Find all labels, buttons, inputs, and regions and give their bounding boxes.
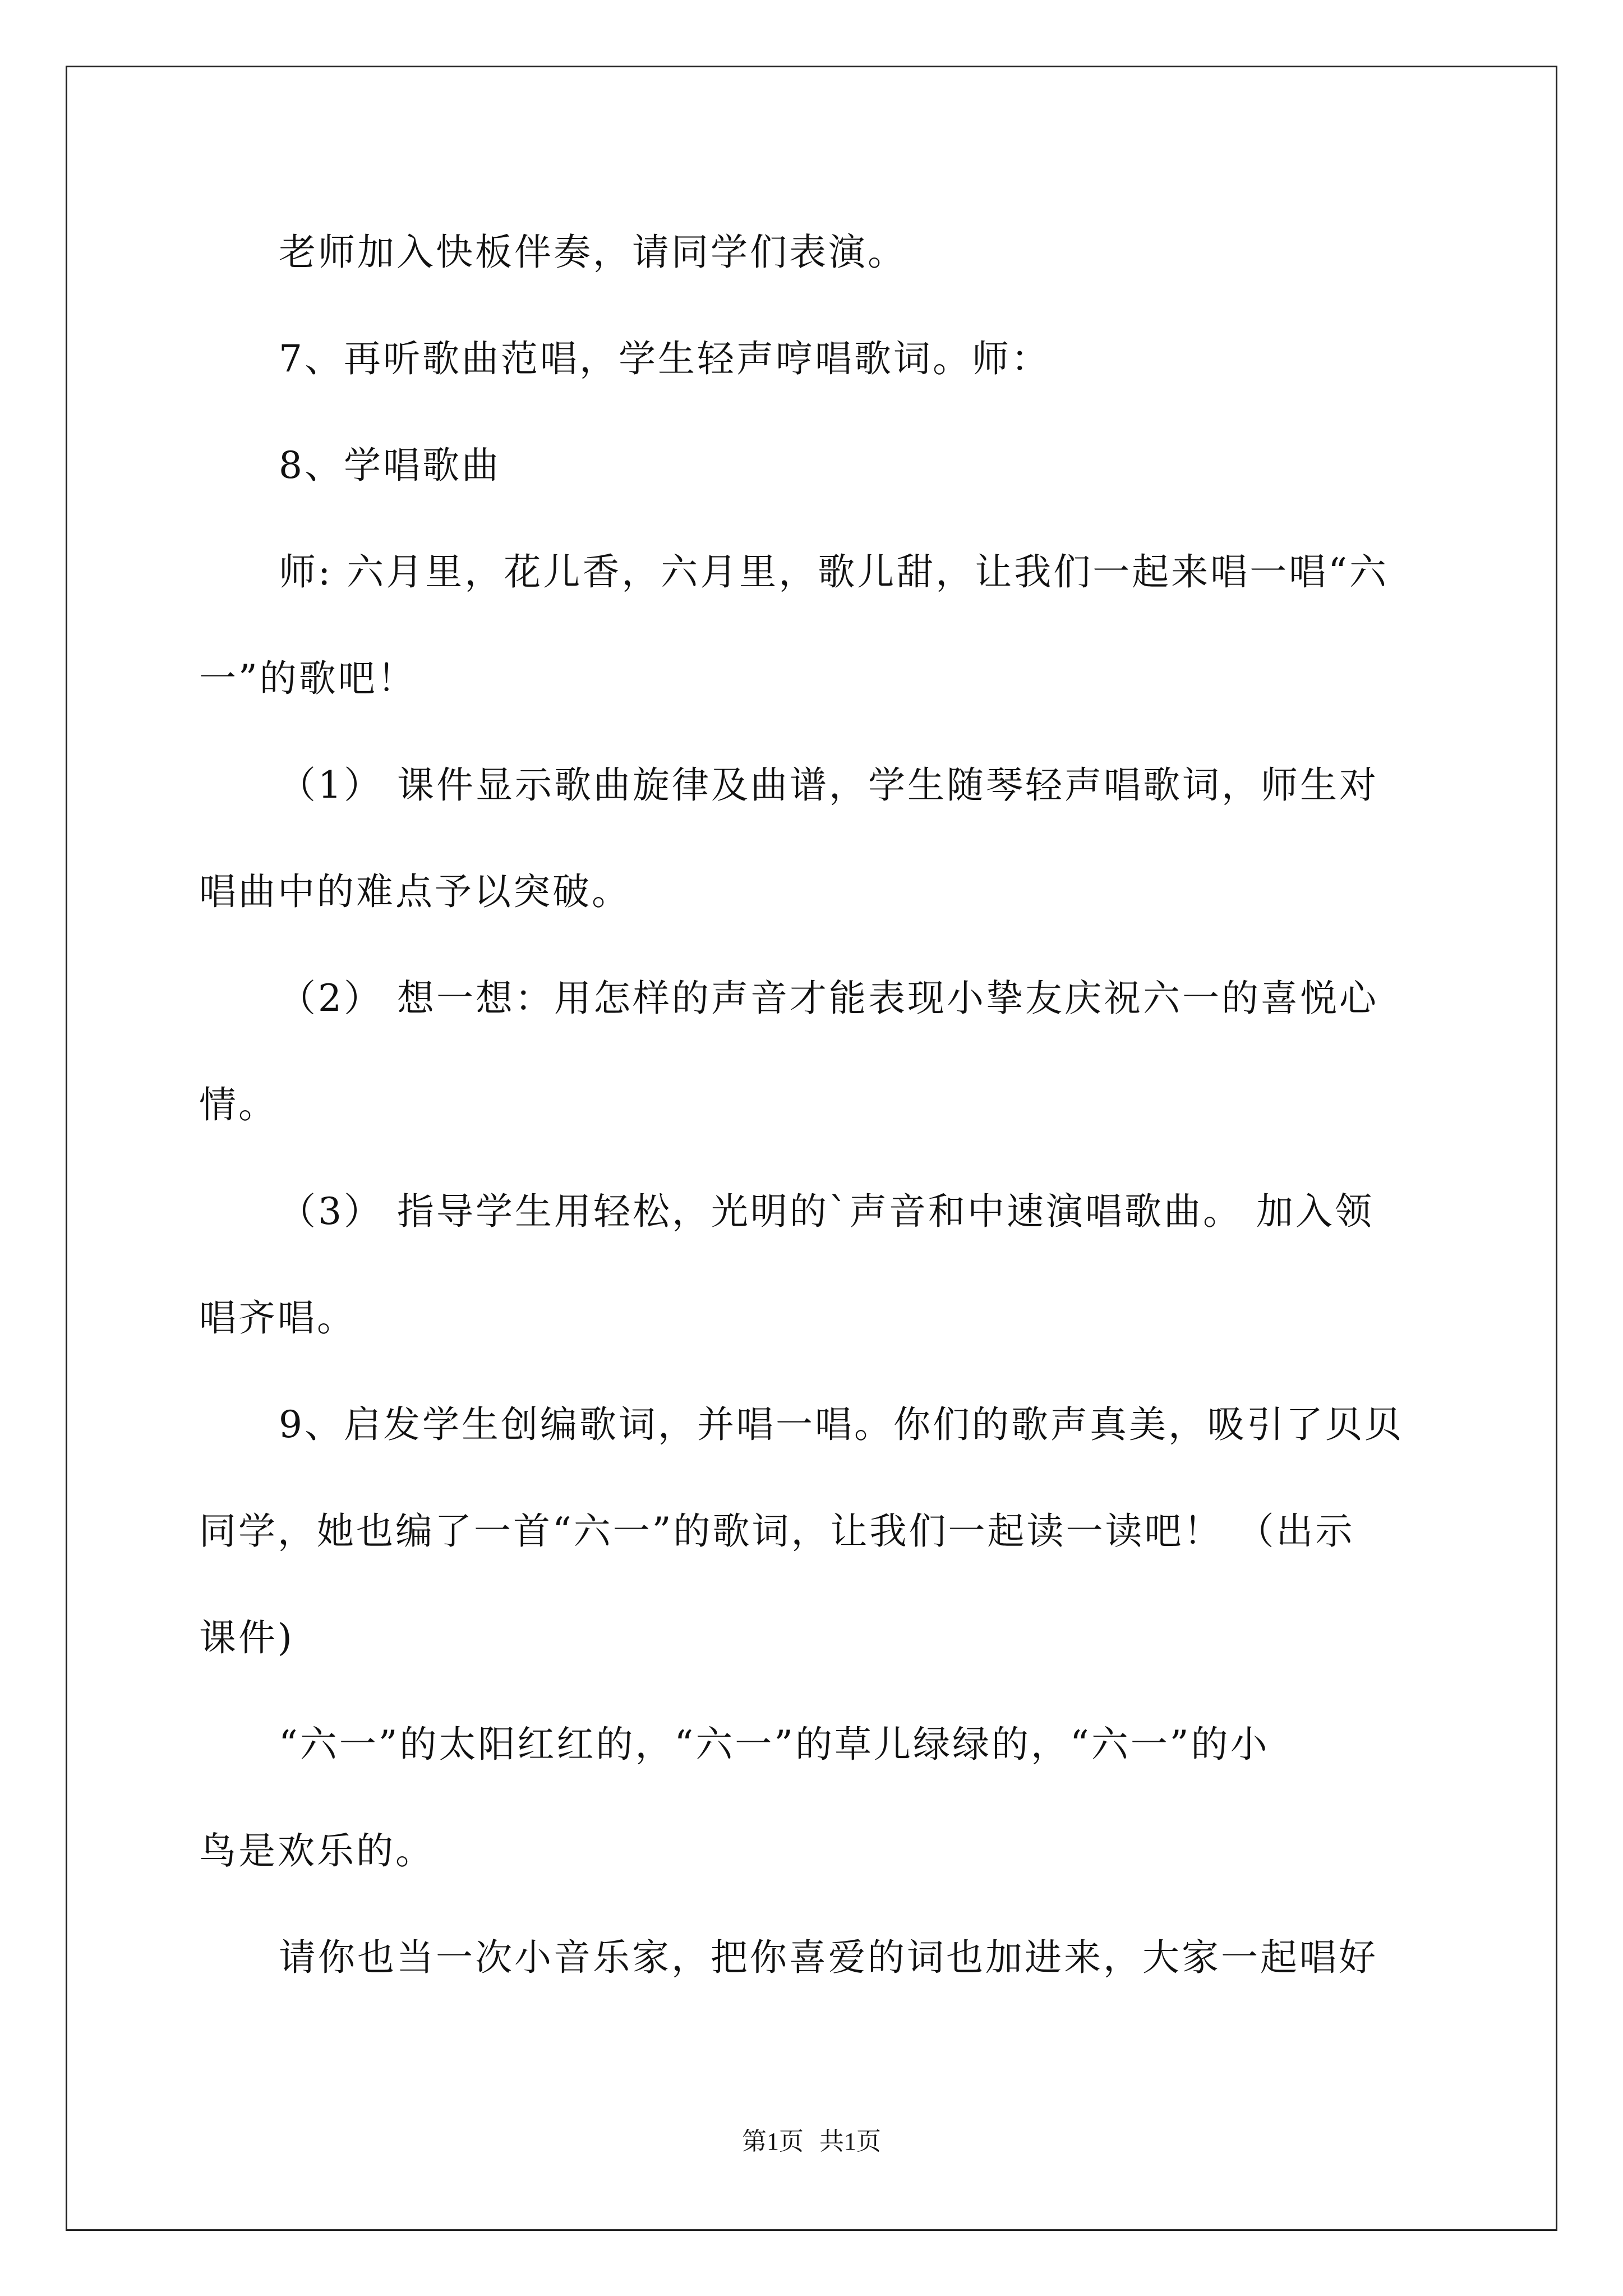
text-line: 师: 六月里，花儿香，六月里，歌儿甜，让我们一起来唱一唱“六 xyxy=(279,550,1389,593)
page-number: 第1页 xyxy=(742,2128,804,2155)
text-line: 同学，她也编了一首“六一”的歌词，让我们一起读一读吧！ （出示 xyxy=(199,1510,1355,1553)
text-line: 情。 xyxy=(199,1083,278,1126)
text-line: “六一”的太阳红红的，“六一”的草儿绿绿的，“六一”的小 xyxy=(279,1723,1270,1766)
text-line: 唱齐唱。 xyxy=(199,1296,356,1340)
text-line: 一”的歌吧！ xyxy=(199,657,417,700)
text-line: 请你也当一次小音乐家，把你喜爱的词也加进来，大家一起唱好 xyxy=(279,1936,1378,1979)
text-line: 老师加入快板伴奏，请同学们表演。 xyxy=(279,231,907,274)
page-footer xyxy=(0,2126,1623,2157)
text-line: 8、学唱歌曲 xyxy=(279,444,501,487)
text-line: 7、再听歌曲范唱，学生轻声哼唱歌词。师： xyxy=(279,337,1050,380)
page-total: 共1页 xyxy=(819,2128,881,2155)
text-line: （3） 指导学生用轻松，光明的`声音和中速演唱歌曲。 加入领 xyxy=(279,1190,1374,1233)
text-line: 9、启发学生创编歌词，并唱一唱。你们的歌声真美，吸引了贝贝 xyxy=(279,1403,1404,1446)
text-line: 鸟是欢乐的。 xyxy=(199,1829,435,1872)
text-line: 课件) xyxy=(199,1616,294,1659)
text-line: （2） 想一想：用怎样的声音才能表现小挚友庆祝六一的喜悦心 xyxy=(279,977,1378,1020)
text-line: （1） 课件显示歌曲旋律及曲谱，学生随琴轻声唱歌词，师生对 xyxy=(279,763,1378,807)
page-border xyxy=(66,66,1557,2231)
text-line: 唱曲中的难点予以突破。 xyxy=(199,870,631,913)
